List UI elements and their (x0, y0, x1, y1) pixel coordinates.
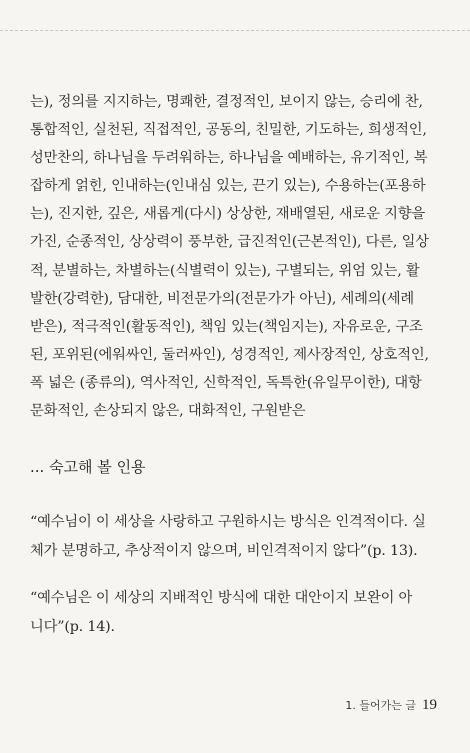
quote-line: 체가 분명하고, 추상적이지 않으며, 비인격적이지 않다”(p. 13). (30, 542, 418, 559)
page-number: 19 (422, 697, 437, 713)
quote-line: “예수님이 이 세상을 사랑하고 구원하시는 방식은 인격적이다. 실 (30, 514, 426, 530)
body-paragraph (30, 88, 445, 425)
body-line: 가진, 순종적인, 상상력이 풍부한, 급진적인(근본적인), 다른, 일상 (30, 234, 429, 251)
body-line: 문화적인, 손상되지 않은, 대화적인, 구원받은 (30, 403, 306, 420)
quote-2 (30, 584, 445, 641)
body-line: 통합적인, 실천된, 직접적인, 공동의, 친밀한, 기도하는, 희생적인, (30, 122, 427, 139)
quote-1 (30, 508, 445, 565)
quote-line: 니다”(p. 14). (30, 618, 115, 635)
body-line: 는), 진지한, 깊은, 새롭게(다시) 상상한, 재배열된, 새로운 지향을 (30, 206, 425, 223)
body-line: 적, 분별하는, 차별하는(식별력이 있는), 구별되는, 위엄 있는, 활 (30, 262, 420, 279)
running-head: 1. 들어가는 글 (345, 699, 416, 712)
page-footer (345, 697, 437, 714)
body-line: 는), 정의를 지지하는, 명쾌한, 결정적인, 보이지 않는, 승리에 찬, (30, 94, 423, 110)
body-line: 잡하게 얽힌, 인내하는(인내심 있는, 끈기 있는), 수용하는(포용하 (30, 178, 426, 195)
body-line: 성만찬의, 하나님을 두려워하는, 하나님을 예배하는, 유기적인, 복 (30, 150, 428, 167)
body-line: 폭 넓은 (종류의), 역사적인, 신학적인, 독특한(유일무이한), 대항 (30, 374, 422, 391)
body-line: 된, 포위된(에워싸인, 둘러싸인), 성경적인, 제사장적인, 상호적인, (30, 346, 429, 363)
section-title: ... 숙고해 볼 인용 (30, 458, 146, 476)
header-rule (0, 30, 470, 32)
body-line: 발한(강력한), 담대한, 비전문가의(전문가가 아닌), 세례의(세례 (30, 290, 414, 307)
quote-line: “예수님은 이 세상의 지배적인 방식에 대한 대안이지 보완이 아 (30, 590, 413, 606)
body-line: 받은), 적극적인(활동적인), 책임 있는(책임지는), 자유로운, 구조 (30, 318, 423, 335)
